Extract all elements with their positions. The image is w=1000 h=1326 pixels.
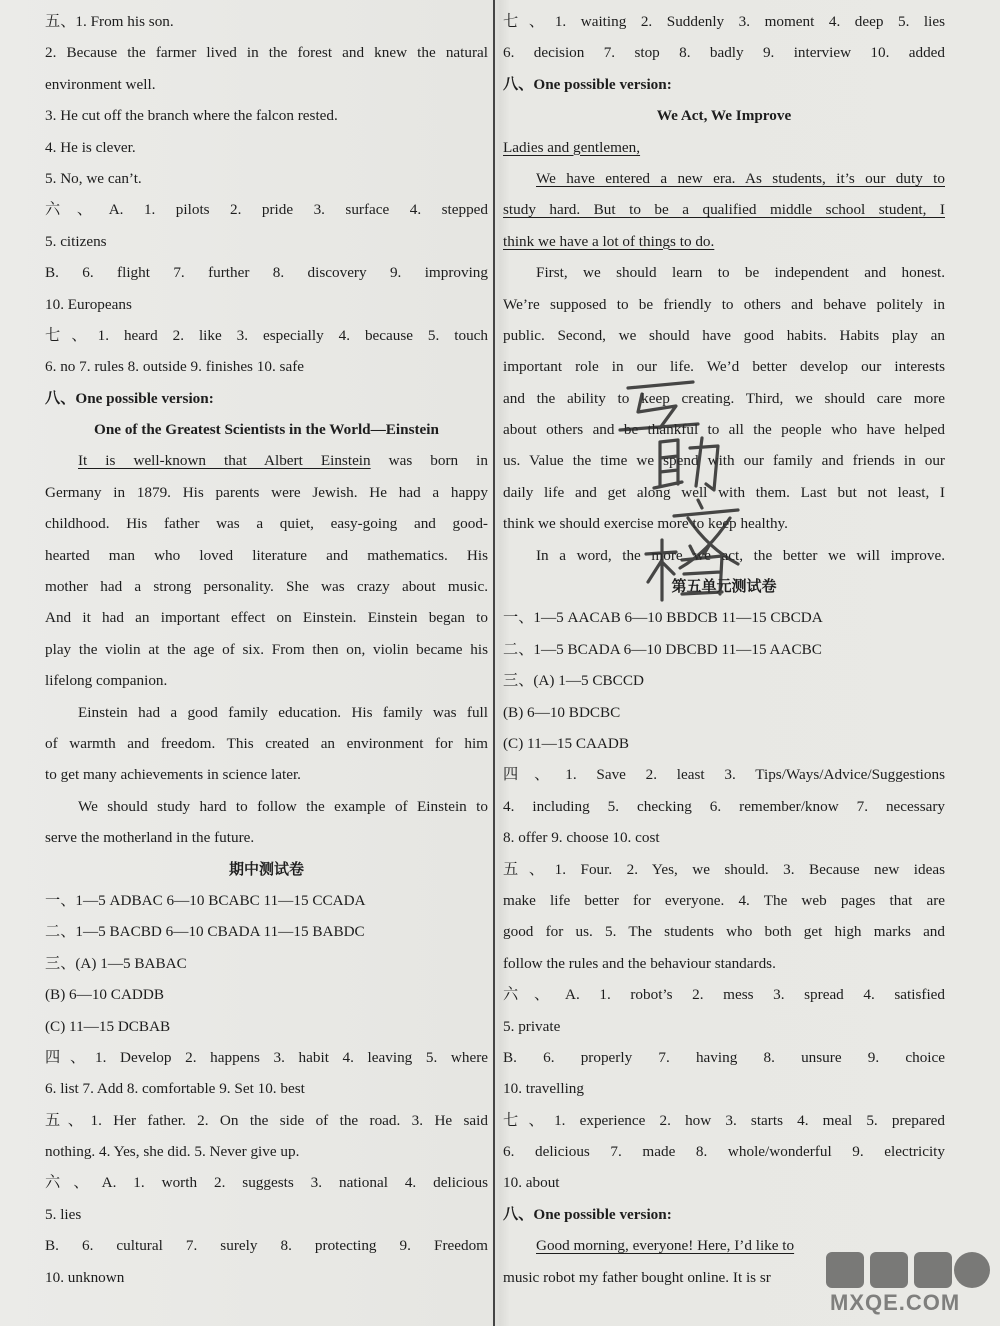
answer-line: environment well. xyxy=(45,75,156,93)
answer-line: 6. list 7. Add 8. comfortable 9. Set 10. best xyxy=(45,1080,305,1098)
section-label: 八、One possible version: xyxy=(503,75,672,93)
answer-line: 6. decision 7. stop 8. badly 9. interview 10. added xyxy=(503,44,945,62)
answer-line: 8. offer 9. choose 10. cost xyxy=(503,829,660,847)
answer-line: 六、A. 1. pilots 2. pride 3. surface 4. stepped xyxy=(45,201,488,219)
answer-line: 二、1—5 BCADA 6—10 DBCBD 11—15 AACBC xyxy=(503,640,822,658)
essay-line: think we should exercise more to keep healthy. xyxy=(503,515,788,533)
underlined-phrase: It is well-known that Albert Einstein xyxy=(78,452,371,470)
essay-line: mother had a strong personality. She was crazy about music. xyxy=(45,578,488,596)
answer-line: follow the rules and the behaviour standards. xyxy=(503,954,776,972)
answer-line: 5. private xyxy=(503,1017,561,1035)
essay-line: In a word, the more we act, the better we will improve. xyxy=(536,546,945,564)
essay-line: First, we should learn to be independent and honest. xyxy=(536,264,945,282)
left-column xyxy=(45,6,488,1293)
answer-line: 5. citizens xyxy=(45,232,107,250)
answer-line: 二、1—5 BACBD 6—10 CBADA 11—15 BABDC xyxy=(45,923,365,941)
essay-line: Germany in 1879. His parents were Jewish. He had a happy xyxy=(45,483,488,501)
answer-line: 三、(A) 1—5 CBCCD xyxy=(503,672,644,690)
essay-line: serve the motherland in the future. xyxy=(45,829,255,847)
essay-line: think we have a lot of things to do. xyxy=(503,232,715,250)
answer-line: 五、1. Her father. 2. On the side of the road. 3. He said xyxy=(45,1111,488,1129)
essay-line: Good morning, everyone! Here, I’d like to xyxy=(536,1237,795,1255)
answer-line: 一、1—5 ADBAC 6—10 BCABC 11—15 CCADA xyxy=(45,891,366,909)
answer-line: good for us. 5. The students who both get high marks and xyxy=(503,923,945,941)
essay-line-rest: was born in xyxy=(370,452,488,470)
answer-line: 四、1. Develop 2. happens 3. habit 4. leaving 5. where xyxy=(45,1048,488,1066)
answer-line: 五、1. From his son. xyxy=(45,13,174,30)
answer-line: 10. unknown xyxy=(45,1268,125,1286)
answer-line: make life better for everyone. 4. The web pages that are xyxy=(503,891,945,909)
answer-line: 3. He cut off the branch where the falcon rested. xyxy=(45,107,338,125)
essay-line: We’re supposed to be friendly to others and behave politely in xyxy=(503,295,945,313)
essay-title: We Act, We Improve xyxy=(656,107,792,125)
answer-line: 6. no 7. rules 8. outside 9. finishes 10. safe xyxy=(45,358,304,376)
essay-line: lifelong companion. xyxy=(45,672,168,690)
answer-line: 5. lies xyxy=(45,1205,82,1223)
essay-line: And it had an important effect on Einstein. Einstein began to xyxy=(45,609,488,627)
answer-line: B. 6. flight 7. further 8. discovery 9. improving xyxy=(45,264,488,282)
essay-line: important role in our life. We’d better develop our interests xyxy=(503,358,945,376)
answer-line: 三、(A) 1—5 BABAC xyxy=(45,954,187,972)
midterm-title: 期中测试卷 xyxy=(228,859,304,878)
answer-line: 七、1. experience 2. how 3. starts 4. meal 5. prepared xyxy=(503,1111,945,1129)
answer-line: 10. travelling xyxy=(503,1080,584,1098)
essay-title: One of the Greatest Scientists in the World—Einstein xyxy=(94,421,439,439)
watermark-text: MXQE.COM xyxy=(830,1290,961,1315)
answer-line: (B) 6—10 CADDB xyxy=(45,986,164,1004)
essay-line: daily life and get along well with them. Last but not least, I xyxy=(503,483,945,501)
answer-line: 5. No, we can’t. xyxy=(45,169,142,187)
answer-line: 6. delicious 7. made 8. whole/wonderful 9. electricity xyxy=(503,1143,945,1161)
section-label: 八、One possible version: xyxy=(503,1205,672,1223)
section-label: 八、One possible version: xyxy=(45,389,214,407)
answer-line: 4. including 5. checking 6. remember/know 7. necessary xyxy=(503,797,945,815)
answer-line: B. 6. cultural 7. surely 8. protecting 9. Freedom xyxy=(45,1237,488,1255)
right-column xyxy=(503,6,945,1293)
answer-line: 10. Europeans xyxy=(45,295,132,313)
answer-line: 一、1—5 AACAB 6—10 BBDCB 11—15 CBCDA xyxy=(503,609,823,627)
answer-line: 4. He is clever. xyxy=(45,138,136,156)
essay-line xyxy=(503,1262,945,1293)
essay-line: and the ability to keep creating. Third, we should care more xyxy=(503,389,945,407)
essay-greeting: Ladies and gentlemen, xyxy=(503,138,641,156)
essay-line: Einstein had a good family education. His family was full xyxy=(78,703,488,721)
essay-line: public. Second, we should have good habits. Habits play an xyxy=(503,326,945,344)
answer-line: 五、1. Four. 2. Yes, we should. 3. Because new ideas xyxy=(503,860,945,878)
essay-line xyxy=(45,445,488,476)
unit-test-title: 第五单元测试卷 xyxy=(671,577,777,596)
answer-line: 10. about xyxy=(503,1174,560,1192)
answer-line: 六、A. 1. worth 2. suggests 3. national 4. delicious xyxy=(45,1174,488,1192)
answer-line: 七、1. heard 2. like 3. especially 4. because 5. touch xyxy=(45,326,488,344)
essay-line-text: music robot my father bought online. It is sr xyxy=(503,1268,771,1286)
answer-line: 六、A. 1. robot’s 2. mess 3. spread 4. satisfied xyxy=(503,986,945,1004)
answer-line: 2. Because the farmer lived in the forest and knew the natural xyxy=(45,44,488,62)
answer-line: nothing. 4. Yes, she did. 5. Never give up. xyxy=(45,1143,300,1161)
column-divider xyxy=(493,0,495,1326)
answer-line: 七、1. waiting 2. Suddenly 3. moment 4. deep 5. lies xyxy=(503,13,945,30)
answer-line: B. 6. properly 7. having 8. unsure 9. choice xyxy=(503,1048,945,1066)
essay-line: hearted man who loved literature and mathematics. His xyxy=(45,546,488,564)
essay-line: We should study hard to follow the example of Einstein to xyxy=(78,797,488,815)
essay-line: study hard. But to be a qualified middle school student, I xyxy=(503,201,945,219)
essay-line: play the violin at the age of six. From then on, violin became his xyxy=(45,640,488,658)
essay-line: about others and be thankful to all the people who have helped xyxy=(503,421,945,439)
essay-line: childhood. His father was a quiet, easy-going and good- xyxy=(45,515,488,533)
answer-line: 四、1. Save 2. least 3. Tips/Ways/Advice/Suggestions xyxy=(503,766,945,784)
essay-line: We have entered a new era. As students, it’s our duty to xyxy=(536,169,945,187)
essay-line: us. Value the time we spend with our family and friends in our xyxy=(503,452,945,470)
answer-line: (C) 11—15 CAADB xyxy=(503,734,630,752)
essay-line: to get many achievements in science later. xyxy=(45,766,301,784)
answer-line: (B) 6—10 BDCBC xyxy=(503,703,621,721)
answer-line: (C) 11—15 DCBAB xyxy=(45,1017,171,1035)
essay-line: of warmth and freedom. This created an environment for him xyxy=(45,734,488,752)
